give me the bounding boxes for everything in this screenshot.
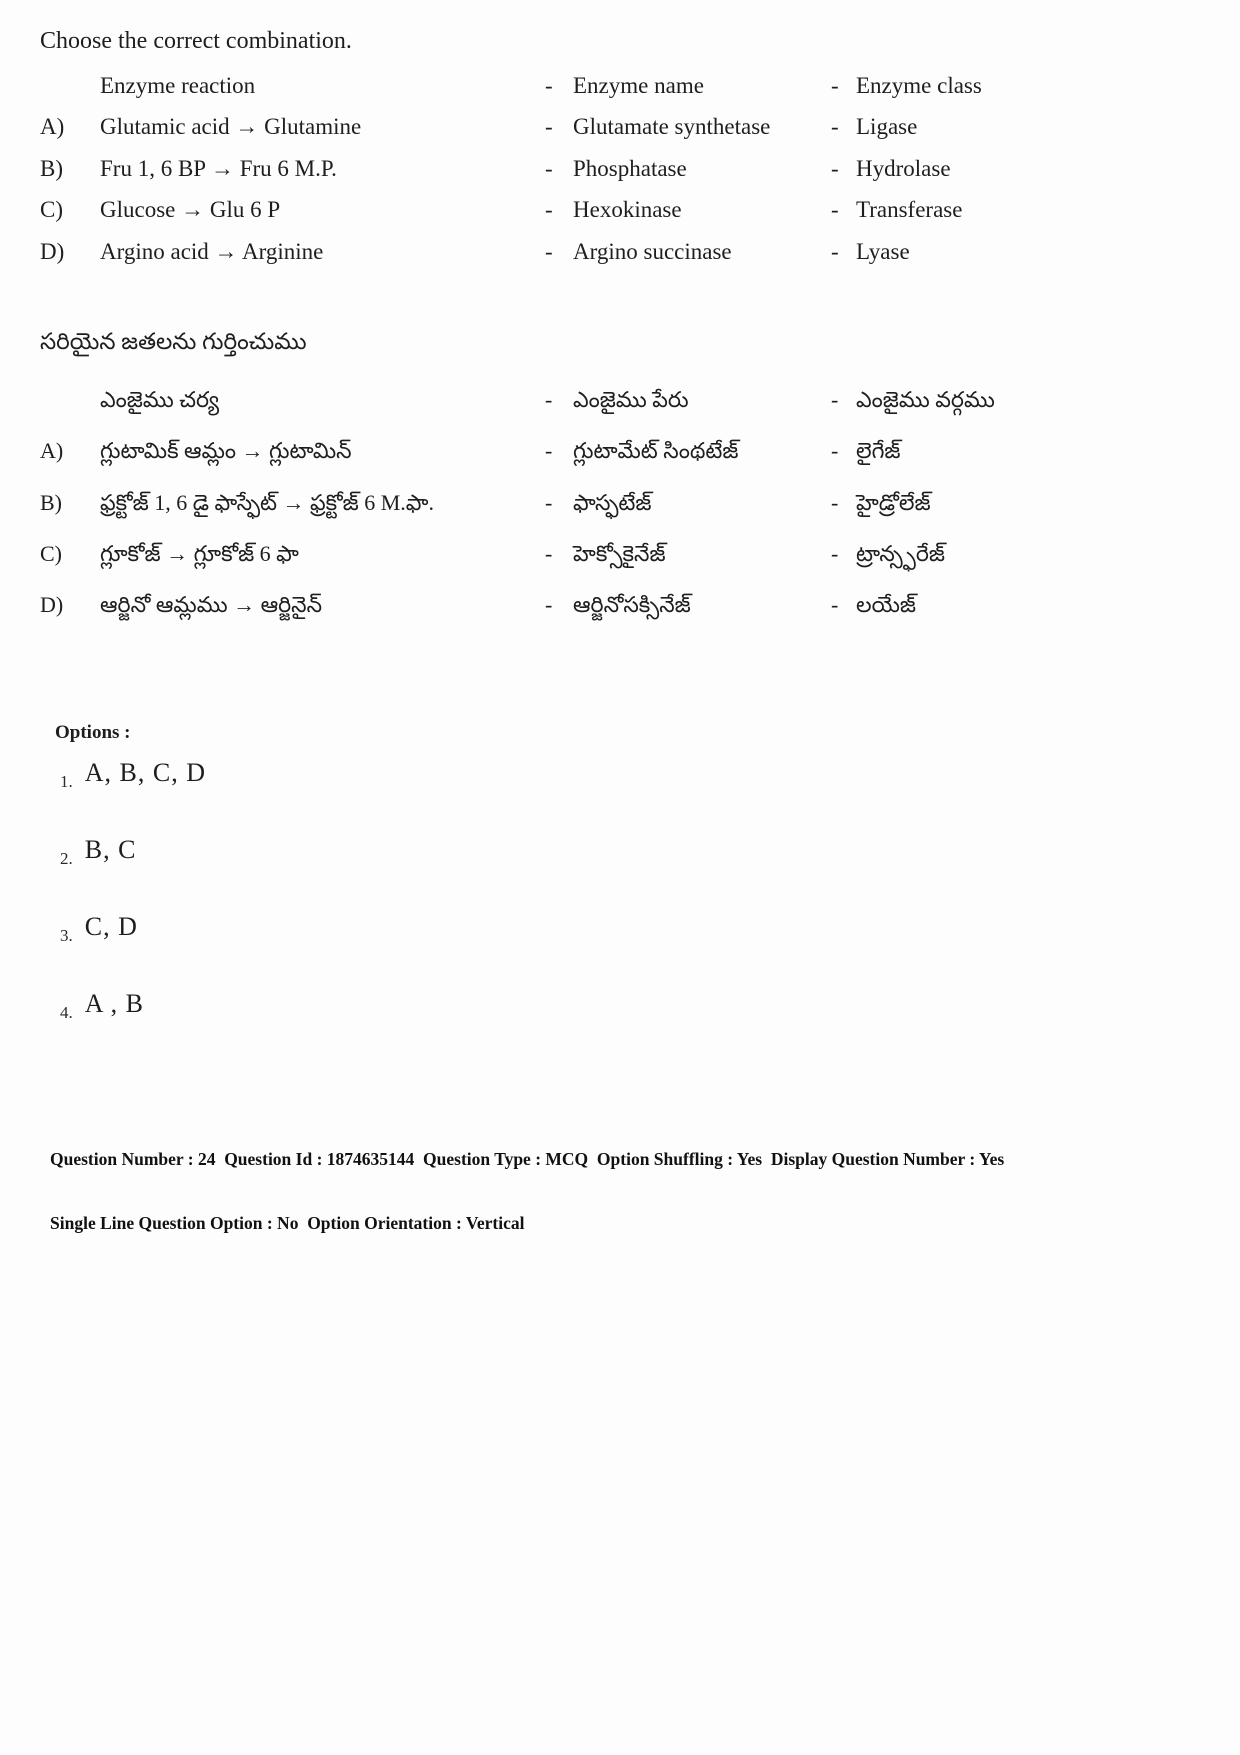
en-header-row <box>40 73 1220 99</box>
dash-separator: - <box>831 197 839 223</box>
reaction-cell: Argino acid → Arginine <box>100 238 324 264</box>
header-enzyme-reaction: Enzyme reaction <box>100 73 256 98</box>
header-enzyme-name: Enzyme name <box>573 73 704 98</box>
enzyme-name-cell: గ్లుటామేట్ సింథటేజ్ <box>573 438 739 464</box>
te-header-row <box>40 387 1220 412</box>
options-heading: Options : <box>55 721 131 743</box>
option-text[interactable]: C, D <box>84 911 138 941</box>
option-4[interactable] <box>60 988 1220 1022</box>
row-label: D) <box>40 592 64 618</box>
option-3[interactable] <box>60 911 1220 945</box>
dash-separator: - <box>545 489 553 515</box>
question-english-section <box>40 28 1220 265</box>
option-2[interactable] <box>60 834 1220 868</box>
dash-separator: - <box>545 114 553 140</box>
dash-separator: - <box>831 238 839 264</box>
dash-separator: - <box>545 438 553 464</box>
enzyme-class-cell: హైడ్రోలేజ్ <box>856 489 931 515</box>
te-row-a <box>40 438 1220 463</box>
enzyme-name-cell: Argino succinase <box>573 238 732 264</box>
reaction-cell: గ్లూకోజ్ → గ్లూకోజ్ 6 ఫా <box>100 541 299 567</box>
dash-separator: - <box>545 592 553 618</box>
question-metadata-footer <box>25 1107 1230 1278</box>
enzyme-class-cell: Ligase <box>856 114 918 140</box>
enzyme-name-cell: Hexokinase <box>573 197 682 223</box>
reaction-cell: ఆర్జినో ఆమ్లము → ఆర్జినైన్ <box>100 592 323 618</box>
dash-separator: - <box>831 155 839 181</box>
en-row-b <box>40 156 1220 182</box>
dash-separator: - <box>545 197 553 223</box>
header-enzyme-class: Enzyme class <box>856 73 982 98</box>
option-number: 3. <box>60 925 73 945</box>
dash-separator: - <box>831 541 839 567</box>
enzyme-class-cell: లయేజ్ <box>856 592 916 618</box>
en-row-a <box>40 114 1220 140</box>
enzyme-name-cell: Glutamate synthetase <box>573 114 771 140</box>
row-label: B) <box>40 489 62 515</box>
question-prompt-te: సరియైన జతలను గుర్తించుము <box>40 329 307 355</box>
option-number: 1. <box>60 771 73 791</box>
dash-separator: - <box>831 438 839 464</box>
dash-separator: - <box>545 387 553 413</box>
te-row-d <box>40 592 1220 617</box>
reaction-cell: Fru 1, 6 BP → Fru 6 M.P. <box>100 155 337 181</box>
enzyme-class-cell: Hydrolase <box>856 155 951 181</box>
dash-separator: - <box>831 592 839 618</box>
dash-separator: - <box>545 73 553 98</box>
reaction-cell: Glucose → Glu 6 P <box>100 197 281 223</box>
enzyme-class-cell: Transferase <box>856 197 963 223</box>
enzyme-class-cell: ట్రాన్స్ఫరేజ్ <box>856 541 946 567</box>
reaction-cell: గ్లుటామిక్ ఆమ్లం → గ్లుటామిన్ <box>100 438 352 464</box>
te-row-b <box>40 490 1220 515</box>
enzyme-class-cell: లైగేజ్ <box>856 438 901 464</box>
reaction-cell: Glutamic acid → Glutamine <box>100 114 362 140</box>
row-label: B) <box>40 155 63 181</box>
row-label: A) <box>40 114 65 140</box>
en-row-d <box>40 239 1220 265</box>
header-enzyme-reaction: ఎంజైము చర్య <box>100 387 220 413</box>
row-label: C) <box>40 197 63 223</box>
options-section <box>40 721 1220 1022</box>
question-prompt-en: Choose the correct combination. <box>40 28 352 54</box>
metadata-line-2: Single Line Question Option : No Option Orientation : Vertical <box>50 1213 525 1234</box>
row-label: C) <box>40 541 62 567</box>
question-telugu-section <box>40 329 1220 617</box>
header-enzyme-name: ఎంజైము పేరు <box>573 387 689 413</box>
option-number: 2. <box>60 848 73 868</box>
dash-separator: - <box>545 238 553 264</box>
dash-separator: - <box>831 114 839 140</box>
reaction-cell: ఫ్రక్టోజ్ 1, 6 డై ఫాస్ఫేట్ → ఫ్రక్టోజ్ 6 M.ఫా. <box>100 489 434 515</box>
enzyme-name-cell: Phosphatase <box>573 155 687 181</box>
row-label: D) <box>40 238 65 264</box>
option-text[interactable]: B, C <box>84 834 137 864</box>
option-1[interactable] <box>60 757 1220 791</box>
dash-separator: - <box>831 73 839 98</box>
dash-separator: - <box>545 541 553 567</box>
header-enzyme-class: ఎంజైము వర్గము <box>856 387 995 413</box>
dash-separator: - <box>831 387 839 413</box>
metadata-line-1: Question Number : 24 Question Id : 1874635144 Question Type : MCQ Option Shuffling : Yes Display Question Number : Yes <box>50 1149 1005 1170</box>
row-label: A) <box>40 438 64 464</box>
te-row-c <box>40 541 1220 566</box>
dash-separator: - <box>831 489 839 515</box>
option-text[interactable]: A , B <box>84 988 144 1018</box>
enzyme-name-cell: ఫాస్ఫటేజ్ <box>573 489 652 515</box>
option-text[interactable]: A, B, C, D <box>84 757 206 787</box>
dash-separator: - <box>545 155 553 181</box>
option-number: 4. <box>60 1002 73 1022</box>
en-row-c <box>40 197 1220 223</box>
enzyme-name-cell: హెక్సోకైనేజ్ <box>573 541 666 567</box>
enzyme-name-cell: ఆర్జినోసక్సినేజ్ <box>573 592 691 618</box>
enzyme-class-cell: Lyase <box>856 238 910 264</box>
